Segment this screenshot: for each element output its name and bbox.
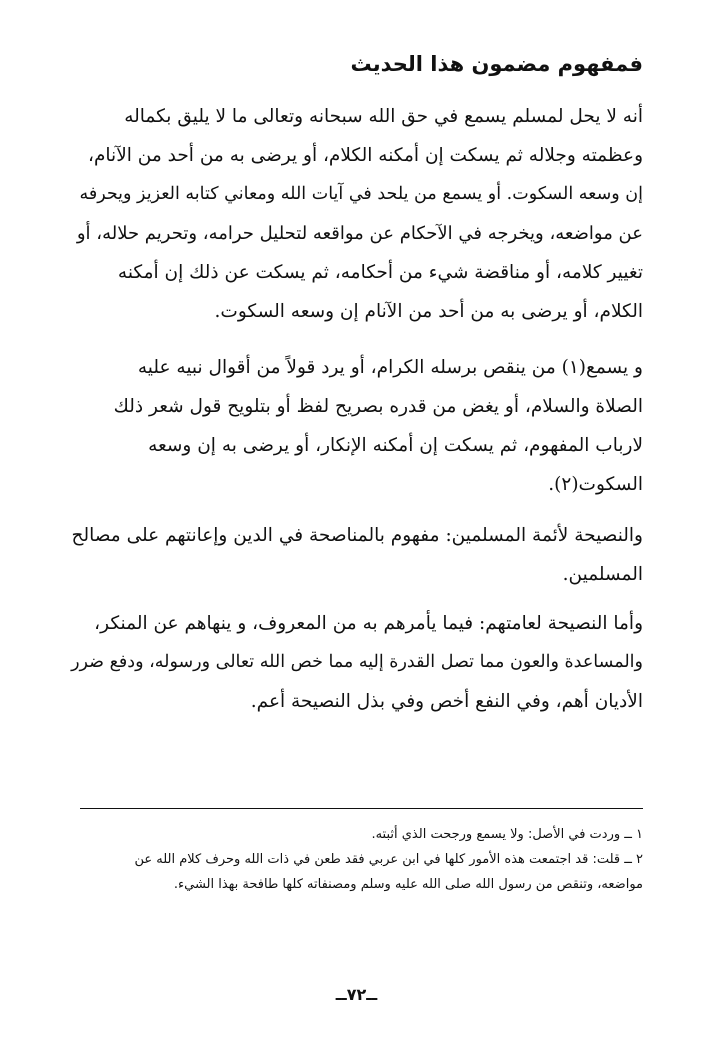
paragraph-1-line: وعظمته وجلاله ثم يسكت إن أمكنه الكلام، أو يرضى به من أحد من الآنام، (88, 145, 643, 166)
paragraph-1-line: أنه لا يحل لمسلم يسمع في حق الله سبحانه وتعالى ما لا يليق بكماله (124, 106, 643, 127)
paragraph-1-line: الكلام، أو يرضى به من أحد من الآنام إن وسعه السكوت. (214, 301, 643, 322)
footnote-2-continuation: مواضعه، وتنقص من رسول الله صلى الله عليه وسلم ومصنفاته كلها طافحة بهذا الشيء. (173, 877, 643, 892)
footnotes (70, 822, 643, 897)
paragraph-1-line: تغيير كلامه، أو مناقضة شيء من أحكامه، ثم يسكت عن ذلك إن أمكنه (117, 262, 643, 283)
footnote-2: ٢ ــ قلت: قد اجتمعت هذه الأمور كلها في ابن عربي فقد طعن في ذات الله وحرف كلام الله عن (134, 852, 643, 867)
paragraph-3-line: المسلمين. (562, 564, 643, 585)
paragraph-1 (70, 97, 643, 331)
footnote-divider (80, 808, 643, 809)
paragraph-4-line: وأما النصيحة لعامتهم: فيما يأمرهم به من المعروف، و ينهاهم عن المنكر، (94, 613, 643, 634)
paragraph-4-line: الأديان أهم، وفي النفع أخص وفي بذل النصيحة أعم. (250, 691, 643, 712)
paragraph-2-line: السكوت(٢). (548, 474, 643, 495)
footnote-1: ١ ــ وردت في الأصل: ولا يسمع ورجحت الذي أثبته. (371, 827, 643, 842)
paragraph-3-line: والنصيحة لأئمة المسلمين: مفهوم بالمناصحة في الدين وإعانتهم على مصالح (71, 525, 643, 546)
paragraph-2 (70, 348, 643, 504)
page-number: ــ٧٢ــ (335, 985, 378, 1004)
paragraph-1-line: عن مواضعه، ويخرجه في الآحكام عن مواقعه لتحليل حرامه، وتحريم حلاله، أو (76, 223, 643, 244)
paragraph-3 (70, 516, 643, 594)
paragraph-2-line: لارباب المفهوم، ثم يسكت إن أمكنه الإنكار، أو يرضى به إن وسعه (148, 435, 643, 456)
paragraph-2-line: الصلاة والسلام، أو يغض من قدره بصريح لفظ أو بتلويح قول شعر ذلك (113, 396, 643, 417)
paragraph-2-line: و يسمع(١) من ينقص برسله الكرام، أو يرد قولاً من أقوال نبيه عليه (137, 357, 643, 378)
paragraph-4-line: والمساعدة والعون مما تصل القدرة إليه مما خص الله تعالى ورسوله، ودفع ضرر (71, 652, 643, 672)
section-heading: فمفهوم مضمون هذا الحديث (350, 52, 643, 76)
paragraph-4 (70, 604, 643, 721)
paragraph-1-line: إن وسعه السكوت. أو يسمع من يلحد في آيات الله ومعاني كتابه العزيز ويحرفه (79, 184, 643, 204)
